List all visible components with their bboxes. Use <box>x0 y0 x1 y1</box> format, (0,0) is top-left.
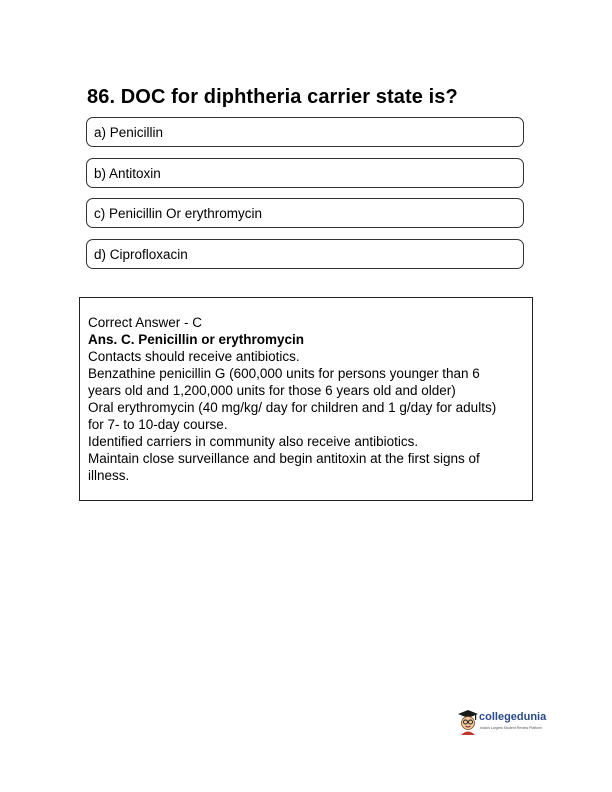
option-d[interactable]: d) Ciprofloxacin <box>86 239 524 269</box>
explanation-line: Maintain close surveillance and begin antitoxin at the first signs of <box>88 451 480 466</box>
logo-name: collegedunia <box>479 711 547 723</box>
option-b[interactable]: b) Antitoxin <box>86 158 524 188</box>
explanation-line: Oral erythromycin (40 mg/kg/ day for children and 1 g/day for adults) <box>88 400 497 415</box>
explanation-line: years old and 1,200,000 units for those 6 years old and older) <box>88 383 456 398</box>
graduate-mascot-icon <box>456 708 480 736</box>
answer-heading: Ans. C. Penicillin or erythromycin <box>88 332 305 347</box>
option-a[interactable]: a) Penicillin <box>86 117 524 147</box>
answer-explanation-box <box>79 297 533 501</box>
explanation-line: Identified carriers in community also receive antibiotics. <box>88 434 419 449</box>
explanation-line: Contacts should receive antibiotics. <box>88 349 300 364</box>
correct-answer-line: Correct Answer - C <box>88 315 203 330</box>
explanation-line: Benzathine penicillin G (600,000 units for persons younger than 6 <box>88 366 480 381</box>
question-title: 86. DOC for diphtheria carrier state is? <box>87 86 458 108</box>
explanation-line: for 7- to 10-day course. <box>88 417 228 432</box>
logo-tagline: India's Largest Student Review Platform <box>480 726 543 730</box>
option-c[interactable]: c) Penicillin Or erythromycin <box>86 198 524 228</box>
collegedunia-logo <box>456 706 566 740</box>
explanation-line: illness. <box>88 468 130 483</box>
